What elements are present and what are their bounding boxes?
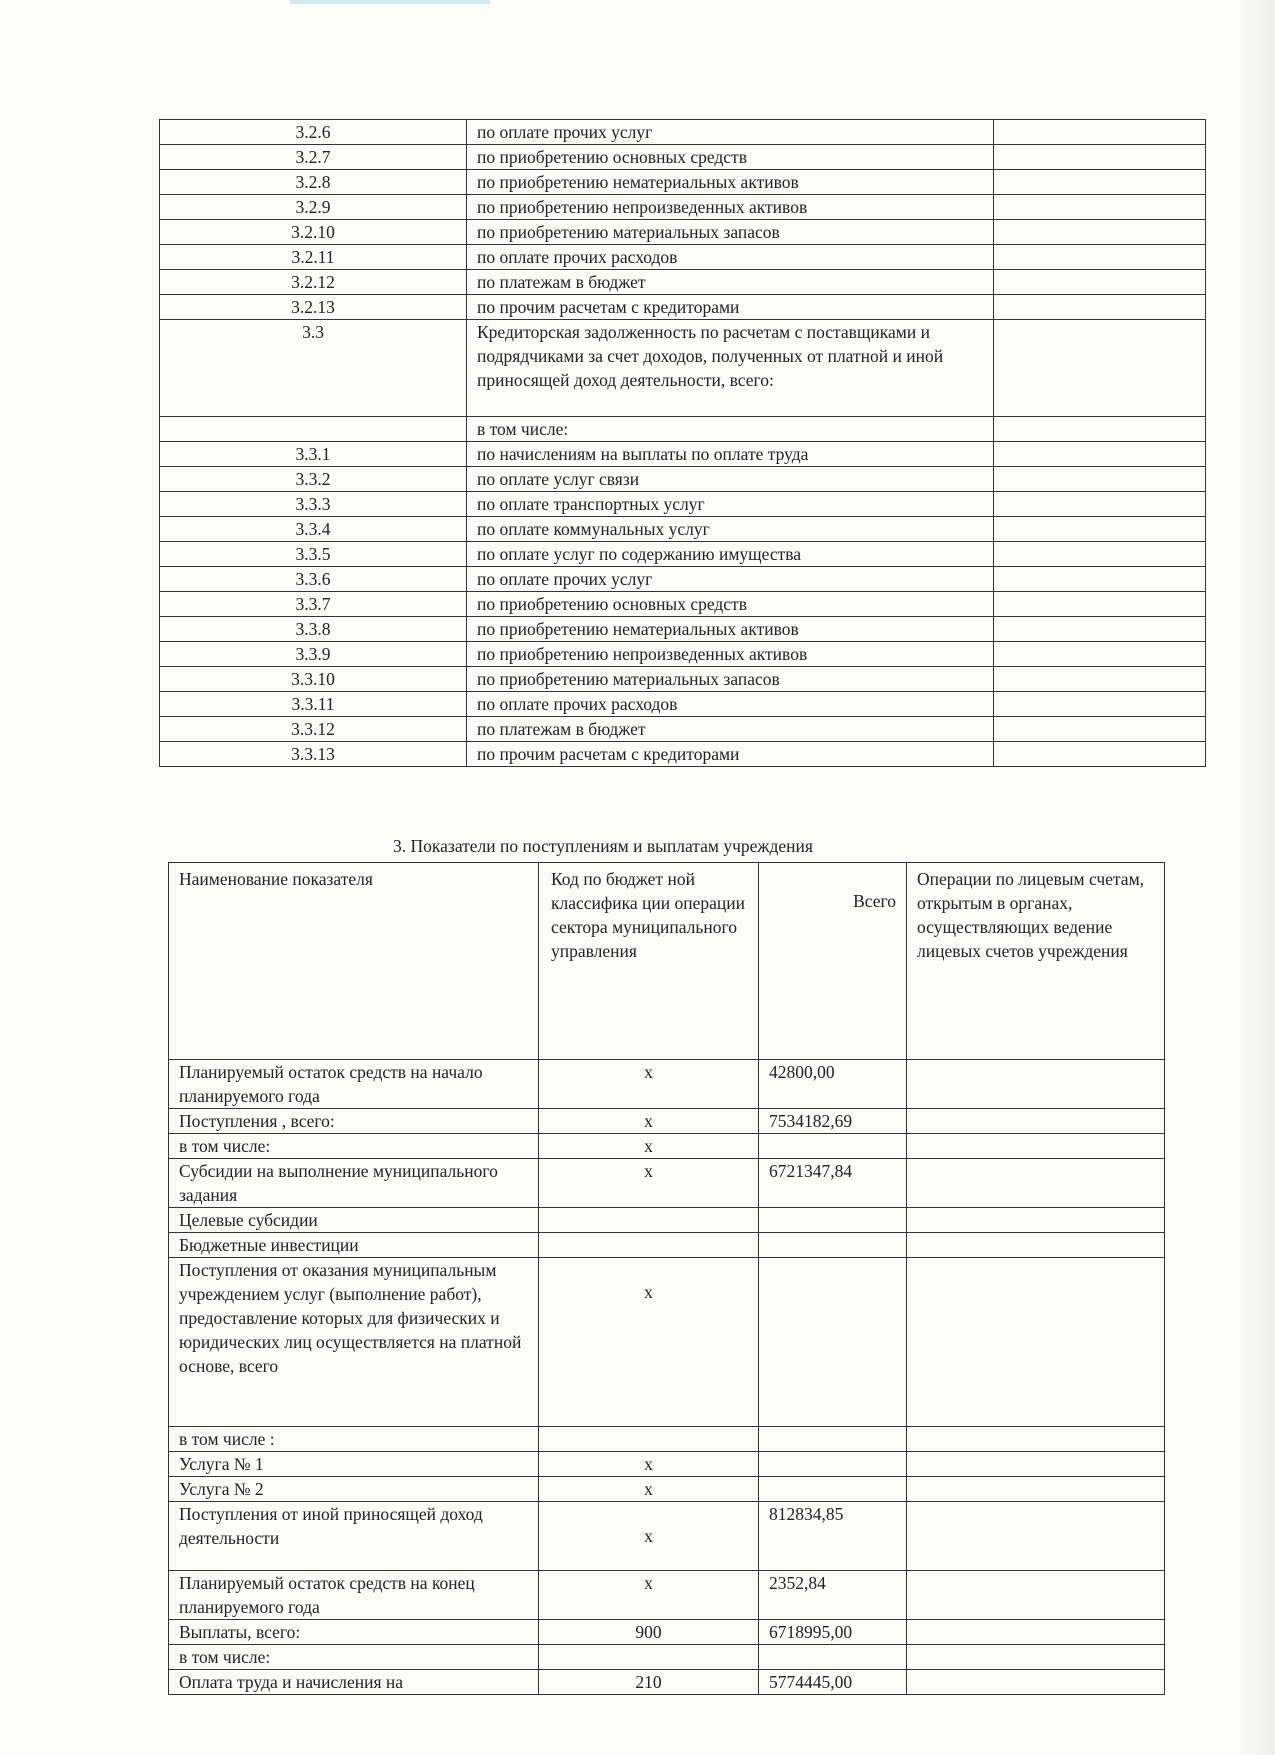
row-total	[759, 1258, 907, 1427]
row-code	[160, 417, 467, 442]
row-value	[994, 145, 1206, 170]
table-row	[169, 1208, 1165, 1233]
row-value	[994, 417, 1206, 442]
row-value	[994, 517, 1206, 542]
table-row	[160, 492, 1206, 517]
row-ops	[907, 1258, 1165, 1427]
row-name: в том числе:	[169, 1645, 539, 1670]
row-value	[994, 567, 1206, 592]
row-code: x	[539, 1159, 759, 1208]
row-code: x	[539, 1502, 759, 1571]
row-text: по приобретению нематериальных активов	[467, 617, 994, 642]
row-text: по приобретению материальных запасов	[467, 667, 994, 692]
row-total: 5774445,00	[759, 1670, 907, 1695]
table-row	[169, 1620, 1165, 1645]
row-code: 3.3.5	[160, 542, 467, 567]
table-row	[169, 1159, 1165, 1208]
table-row	[169, 1258, 1165, 1427]
table-row	[160, 617, 1206, 642]
row-value	[994, 742, 1206, 767]
row-code: 3.2.7	[160, 145, 467, 170]
row-value	[994, 245, 1206, 270]
row-name: Поступления от иной приносящей доход деятельности	[169, 1502, 539, 1571]
row-value	[994, 220, 1206, 245]
row-code: 3.2.12	[160, 270, 467, 295]
row-code: 210	[539, 1670, 759, 1695]
row-name: Оплата труда и начисления на	[169, 1670, 539, 1695]
table-row	[160, 467, 1206, 492]
row-code: 3.3.6	[160, 567, 467, 592]
scan-mark	[290, 0, 490, 4]
row-total	[759, 1134, 907, 1159]
scan-edge	[1237, 0, 1275, 1755]
row-value	[994, 617, 1206, 642]
row-name: Услуга № 2	[169, 1477, 539, 1502]
row-code: 3.3.11	[160, 692, 467, 717]
table-row	[160, 592, 1206, 617]
row-ops	[907, 1502, 1165, 1571]
row-total: 6721347,84	[759, 1159, 907, 1208]
row-code: x	[539, 1571, 759, 1620]
row-text: по приобретению материальных запасов	[467, 220, 994, 245]
row-ops	[907, 1571, 1165, 1620]
row-text: по начислениям на выплаты по оплате труда	[467, 442, 994, 467]
row-code: 3.3.12	[160, 717, 467, 742]
row-text: по приобретению нематериальных активов	[467, 170, 994, 195]
row-text: по оплате услуг по содержанию имущества	[467, 542, 994, 567]
row-ops	[907, 1109, 1165, 1134]
row-total	[759, 1645, 907, 1670]
row-name: Бюджетные инвестиции	[169, 1233, 539, 1258]
table-row	[160, 742, 1206, 767]
row-name: Услуга № 1	[169, 1452, 539, 1477]
row-text: по оплате транспортных услуг	[467, 492, 994, 517]
table-row	[160, 517, 1206, 542]
table-row	[169, 1645, 1165, 1670]
row-text: по приобретению основных средств	[467, 145, 994, 170]
row-text: по приобретению основных средств	[467, 592, 994, 617]
row-code	[539, 1208, 759, 1233]
header-name: Наименование показателя	[169, 863, 539, 1060]
row-ops	[907, 1134, 1165, 1159]
row-name: Целевые субсидии	[169, 1208, 539, 1233]
row-code: x	[539, 1109, 759, 1134]
row-value	[994, 442, 1206, 467]
row-value	[994, 170, 1206, 195]
row-text: по прочим расчетам с кредиторами	[467, 742, 994, 767]
row-code	[539, 1427, 759, 1452]
receipts-payments-table	[168, 862, 1165, 1695]
table-row	[160, 245, 1206, 270]
row-code: x	[539, 1258, 759, 1427]
row-code: 3.3.9	[160, 642, 467, 667]
row-text: по приобретению непроизведенных активов	[467, 195, 994, 220]
header-code: Код по бюджет ной классифика ции операции сектора муниципального управления	[539, 863, 759, 1060]
row-ops	[907, 1670, 1165, 1695]
row-code: 3.3	[160, 320, 467, 417]
row-text: по оплате прочих расходов	[467, 245, 994, 270]
row-name: Поступления от оказания муниципальным учреждением услуг (выполнение работ), предоставление которых для физических и юридических лиц осуществляется на платной основе, всего	[169, 1258, 539, 1427]
row-code: 3.2.13	[160, 295, 467, 320]
row-code: x	[539, 1477, 759, 1502]
row-code: 3.3.8	[160, 617, 467, 642]
table-row	[160, 195, 1206, 220]
row-text: по оплате коммунальных услуг	[467, 517, 994, 542]
header-total: Всего	[759, 863, 907, 1060]
row-name: Субсидии на выполнение муниципального задания	[169, 1159, 539, 1208]
row-text: по оплате прочих услуг	[467, 120, 994, 145]
row-text: по прочим расчетам с кредиторами	[467, 295, 994, 320]
row-text: по оплате прочих услуг	[467, 567, 994, 592]
row-value	[994, 667, 1206, 692]
row-ops	[907, 1452, 1165, 1477]
row-value	[994, 542, 1206, 567]
table-row	[160, 320, 1206, 417]
table-row	[169, 1109, 1165, 1134]
row-code: 3.2.10	[160, 220, 467, 245]
section-title: 3. Показатели по поступлениям и выплатам учреждения	[393, 836, 813, 856]
row-code: x	[539, 1134, 759, 1159]
table-row	[169, 1060, 1165, 1109]
row-code: 3.2.8	[160, 170, 467, 195]
row-total: 42800,00	[759, 1060, 907, 1109]
table-row	[169, 1571, 1165, 1620]
row-value	[994, 592, 1206, 617]
table-row	[169, 1427, 1165, 1452]
table-row	[169, 1134, 1165, 1159]
row-value	[994, 195, 1206, 220]
table-row	[160, 717, 1206, 742]
row-total	[759, 1208, 907, 1233]
row-code: 3.3.10	[160, 667, 467, 692]
row-text: по приобретению непроизведенных активов	[467, 642, 994, 667]
row-ops	[907, 1620, 1165, 1645]
table-row	[160, 270, 1206, 295]
table-row	[169, 1233, 1165, 1258]
table-row	[160, 417, 1206, 442]
row-text: в том числе:	[467, 417, 994, 442]
row-code: 3.3.13	[160, 742, 467, 767]
row-total: 7534182,69	[759, 1109, 907, 1134]
row-ops	[907, 1645, 1165, 1670]
row-ops	[907, 1060, 1165, 1109]
row-text: Кредиторская задолженность по расчетам с поставщиками и подрядчиками за счет доходов, полученных от платной и иной приносящей доход деятельности, всего:	[467, 320, 994, 417]
row-code: 3.3.4	[160, 517, 467, 542]
table-row	[160, 692, 1206, 717]
row-value	[994, 642, 1206, 667]
row-ops	[907, 1477, 1165, 1502]
table-row	[169, 1502, 1165, 1571]
row-total	[759, 1427, 907, 1452]
row-code: 900	[539, 1620, 759, 1645]
row-name: Поступления , всего:	[169, 1109, 539, 1134]
row-name: в том числе :	[169, 1427, 539, 1452]
row-value	[994, 320, 1206, 417]
table-row	[169, 1670, 1165, 1695]
row-name: Планируемый остаток средств на конец планируемого года	[169, 1571, 539, 1620]
table-row	[160, 442, 1206, 467]
row-code: 3.2.6	[160, 120, 467, 145]
table-row	[169, 1452, 1165, 1477]
row-total: 2352,84	[759, 1571, 907, 1620]
row-total	[759, 1477, 907, 1502]
row-total	[759, 1452, 907, 1477]
table-row	[160, 542, 1206, 567]
row-code: 3.2.11	[160, 245, 467, 270]
row-ops	[907, 1159, 1165, 1208]
table-row	[160, 642, 1206, 667]
row-code: x	[539, 1060, 759, 1109]
row-value	[994, 270, 1206, 295]
row-text: по оплате услуг связи	[467, 467, 994, 492]
row-code: 3.3.2	[160, 467, 467, 492]
row-code: 3.3.3	[160, 492, 467, 517]
row-value	[994, 692, 1206, 717]
table-row	[160, 220, 1206, 245]
row-code: 3.3.7	[160, 592, 467, 617]
row-name: Выплаты, всего:	[169, 1620, 539, 1645]
row-value	[994, 467, 1206, 492]
row-ops	[907, 1233, 1165, 1258]
row-text: по платежам в бюджет	[467, 717, 994, 742]
row-text: по платежам в бюджет	[467, 270, 994, 295]
payables-table	[159, 119, 1206, 767]
table-row	[160, 295, 1206, 320]
row-code: 3.3.1	[160, 442, 467, 467]
table-row	[160, 667, 1206, 692]
row-code	[539, 1645, 759, 1670]
row-ops	[907, 1208, 1165, 1233]
row-name: в том числе:	[169, 1134, 539, 1159]
header-row	[169, 863, 1165, 1060]
row-value	[994, 717, 1206, 742]
row-total	[759, 1233, 907, 1258]
row-name: Планируемый остаток средств на начало планируемого года	[169, 1060, 539, 1109]
row-value	[994, 120, 1206, 145]
row-code	[539, 1233, 759, 1258]
row-value	[994, 295, 1206, 320]
table-row	[160, 170, 1206, 195]
row-total: 812834,85	[759, 1502, 907, 1571]
row-value	[994, 492, 1206, 517]
row-ops	[907, 1427, 1165, 1452]
header-ops: Операции по лицевым счетам, открытым в органах, осуществляющих ведение лицевых счетов учреждения	[907, 863, 1165, 1060]
table-row	[160, 567, 1206, 592]
row-total: 6718995,00	[759, 1620, 907, 1645]
row-code: x	[539, 1452, 759, 1477]
row-text: по оплате прочих расходов	[467, 692, 994, 717]
row-code: 3.2.9	[160, 195, 467, 220]
table-row	[169, 1477, 1165, 1502]
table-row	[160, 145, 1206, 170]
table-row	[160, 120, 1206, 145]
